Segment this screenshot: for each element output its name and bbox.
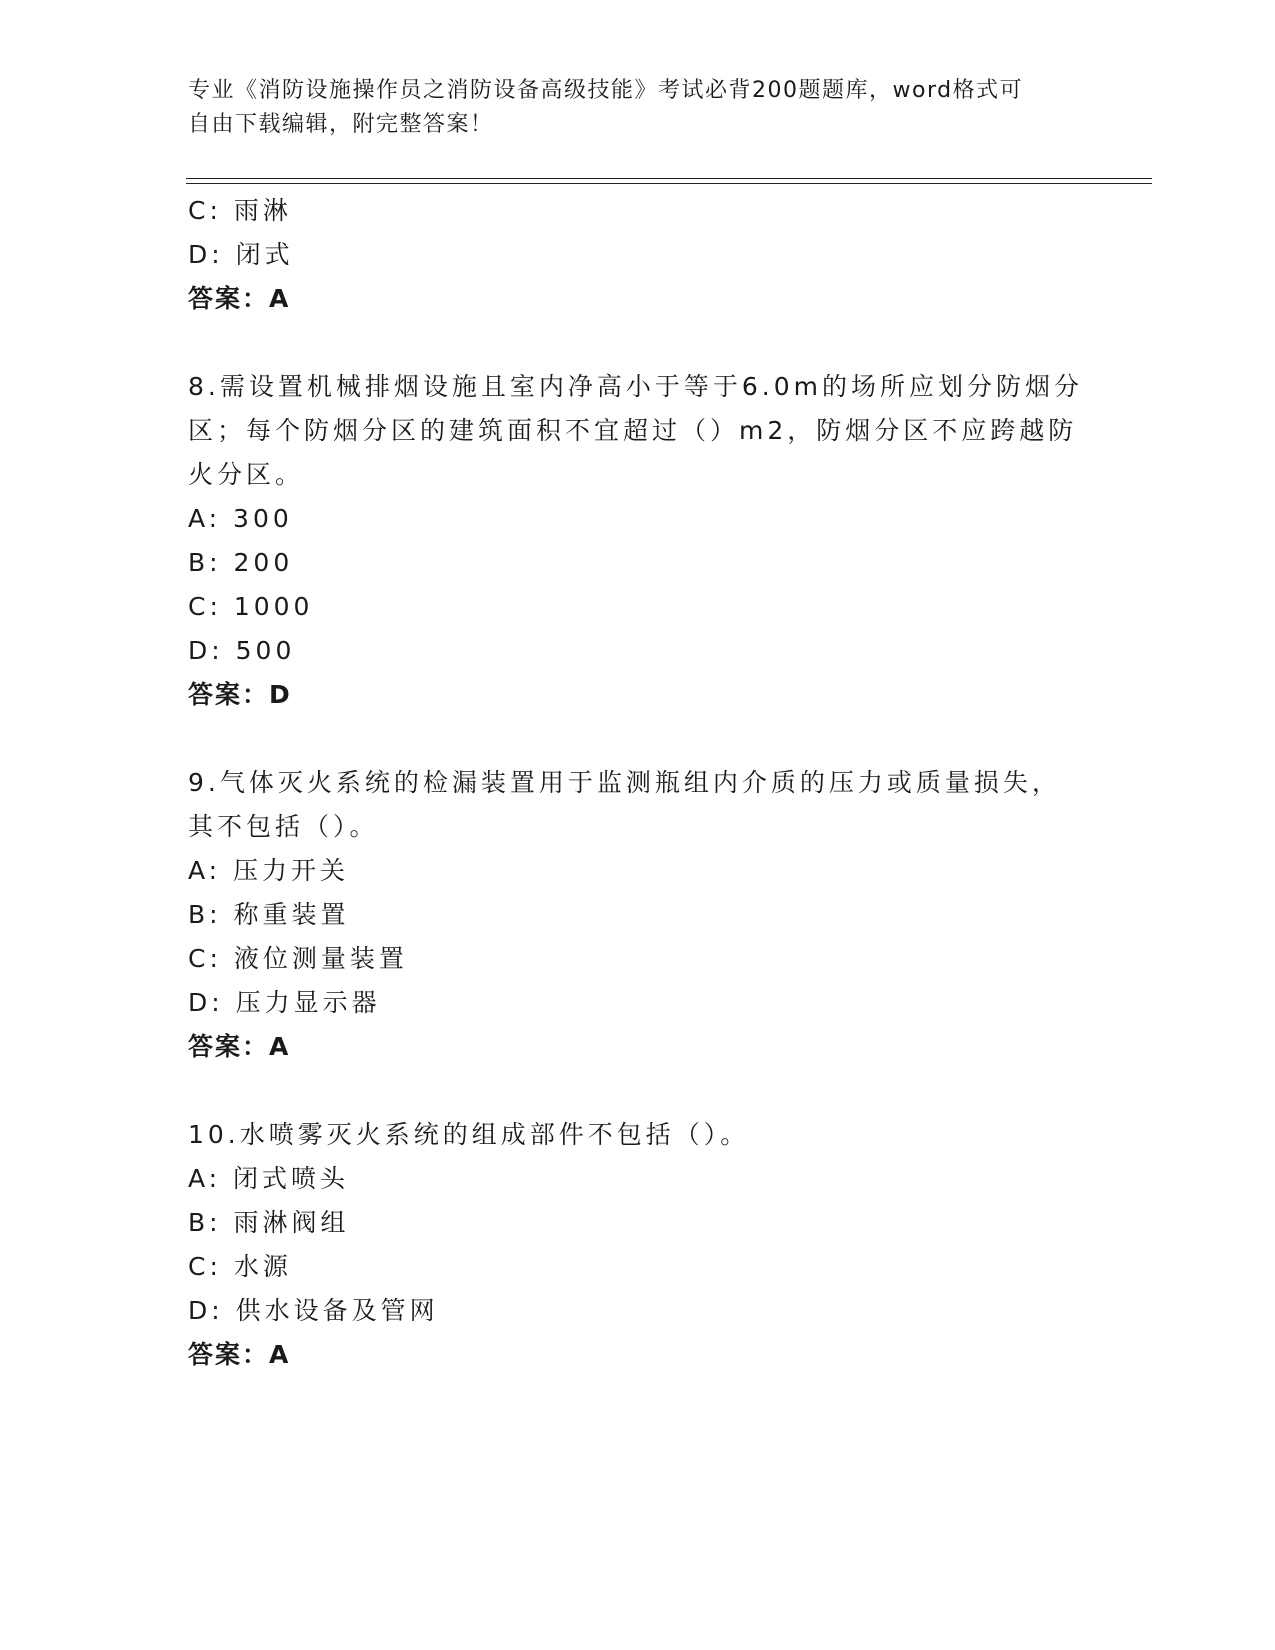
question-8-option-b: B: 200 (188, 548, 294, 577)
question-8-option-a: A: 300 (188, 504, 293, 533)
question-8-answer: 答案：D (188, 680, 292, 709)
question-9-answer: 答案：A (188, 1032, 291, 1061)
header-line-1: 专业《消防设施操作员之消防设备高级技能》考试必背200题题库，word格式可 (188, 78, 1024, 103)
question-8-option-d: D: 500 (188, 636, 296, 665)
header-line-2: 自由下载编辑，附完整答案！ (188, 112, 494, 137)
question-10-option-b: B: 雨淋阀组 (188, 1208, 350, 1237)
question-8-text-line-2: 区；每个防烟分区的建筑面积不宜超过（）m2，防烟分区不应跨越防 (188, 416, 1078, 445)
question-9-option-a: A: 压力开关 (188, 856, 350, 885)
question-9-text-line-1: 9.气体灭火系统的检漏装置用于监测瓶组内介质的压力或质量损失， (188, 768, 1061, 797)
question-10-option-c: C: 水源 (188, 1252, 292, 1281)
question-8-option-c: C: 1000 (188, 592, 314, 621)
question-9-option-c: C: 液位测量装置 (188, 944, 408, 973)
question-8-text-line-3: 火分区。 (188, 460, 305, 489)
option-d: D: 闭式 (188, 240, 294, 269)
question-10-option-d: D: 供水设备及管网 (188, 1296, 439, 1325)
question-9-option-b: B: 称重装置 (188, 900, 350, 929)
question-10-text-line-1: 10.水喷雾灭火系统的组成部件不包括（）。 (188, 1120, 750, 1149)
question-10-option-a: A: 闭式喷头 (188, 1164, 350, 1193)
question-9-text-line-2: 其不包括（）。 (188, 812, 379, 841)
header-divider-top (186, 178, 1152, 179)
option-c: C: 雨淋 (188, 196, 292, 225)
question-9-option-d: D: 压力显示器 (188, 988, 381, 1017)
answer-line: 答案：A (188, 284, 291, 313)
question-8-text-line-1: 8.需设置机械排烟设施且室内净高小于等于6.0m的场所应划分防烟分 (188, 372, 1083, 401)
header-divider-bottom (186, 183, 1152, 184)
document-header (188, 74, 1068, 142)
question-10-answer: 答案：A (188, 1340, 291, 1369)
